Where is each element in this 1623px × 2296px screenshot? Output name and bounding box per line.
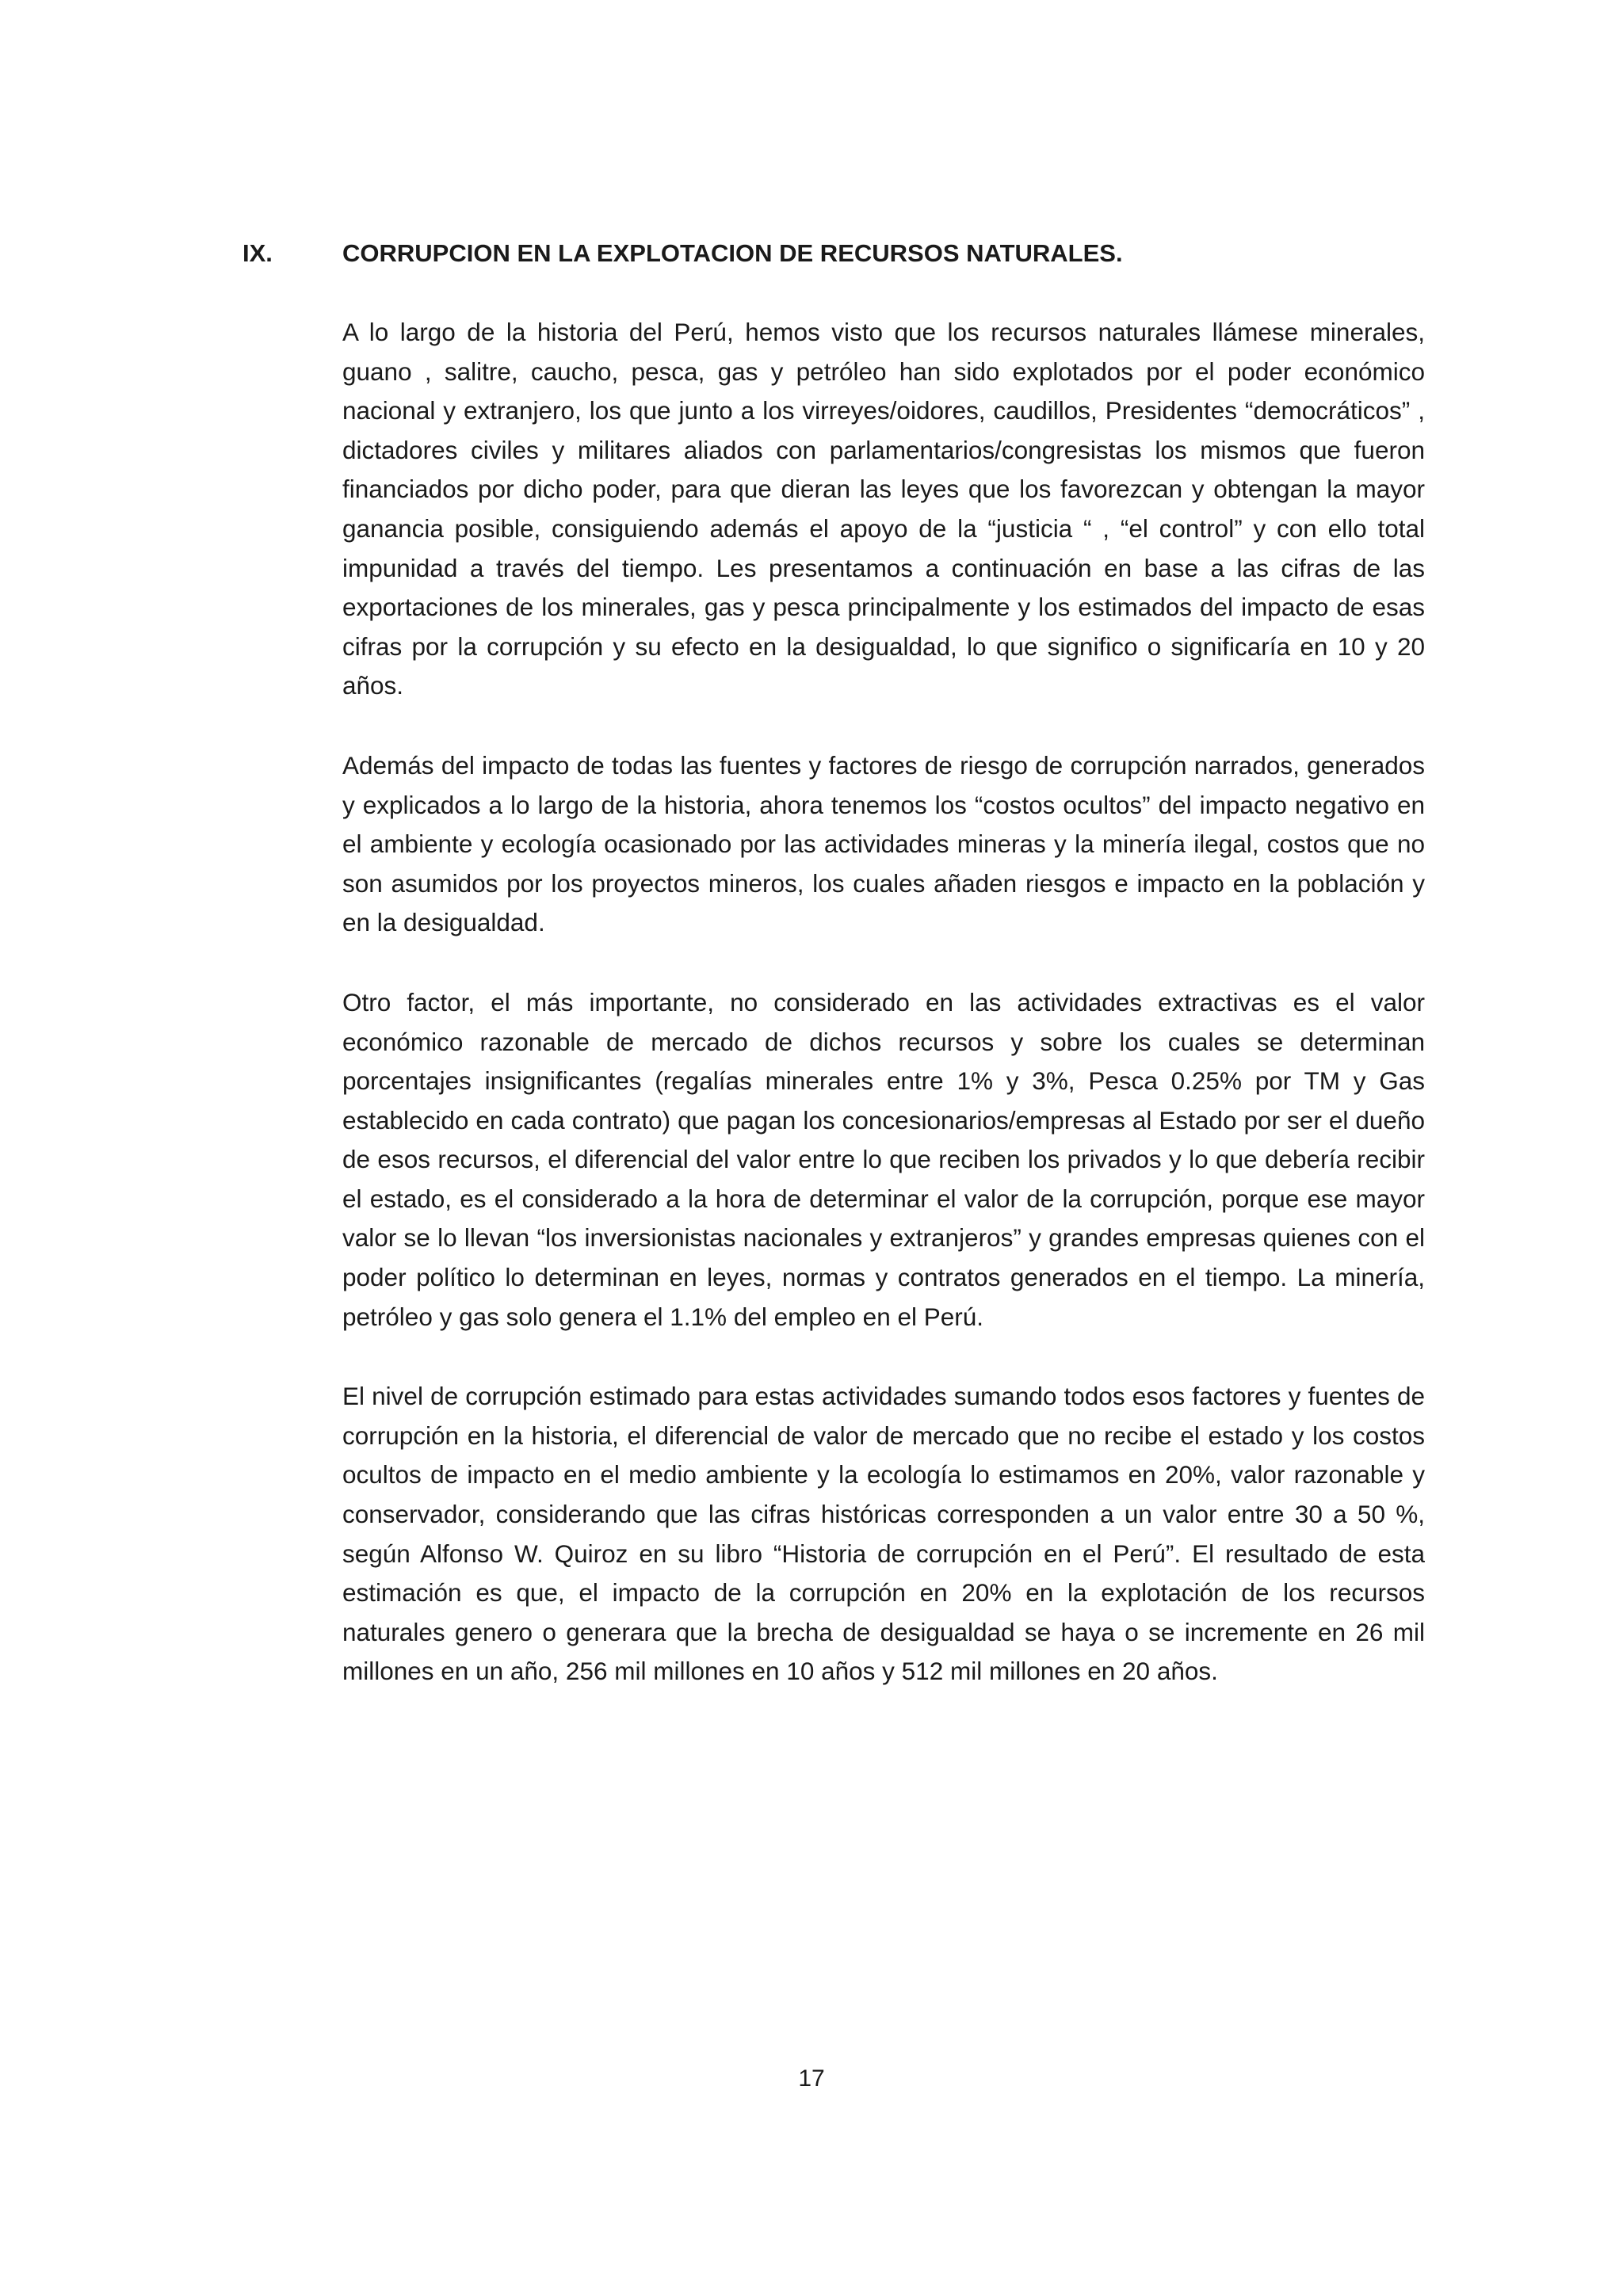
paragraph-4: El nivel de corrupción estimado para estas actividades sumando todos esos factores y fuentes de corrupción en la historia, el diferencial de valor de mercado que no recibe el estado y los costos ocultos de impacto en el medio ambiente y la ecología lo estimamos en 20%, valor razonable y conservador, considerando que las cifras históricas corresponden a un valor entre 30 a 50 %, según Alfonso W. Quiroz en su libro “Historia de corrupción en el Perú”. El resultado de esta estimación es que, el impacto de la corrupción en 20% en la explotación de los recursos naturales genero o generara que la brecha de desigualdad se haya o se incremente en 26 mil millones en un año, 256 mil millones en 10 años y 512 mil millones en 20 años. — [342, 1382, 1425, 1686]
section-body — [342, 313, 1425, 1732]
page-number: 17 — [798, 2065, 825, 2092]
paragraph-1: A lo largo de la historia del Perú, hemos visto que los recursos naturales llámese minerales, guano , salitre, caucho, pesca, gas y petróleo han sido explotados por el poder económico nacional y extranjero, los que junto a los virreyes/oidores, caudillos, Presidentes “democráticos” , dictadores civiles y militares aliados con parlamentarios/congresistas los mismos que fueron financiados por dicho poder, para que dieran las leyes que los favorezcan y obtengan la mayor ganancia posible, consiguiendo además el apoyo de la “justicia “ , “el control” y con ello total impunidad a través del tiempo. Les presentamos a continuación en base a las cifras de las exportaciones de los minerales, gas y pesca principalmente y los estimados del impacto de esas cifras por la corrupción y su efecto en la desigualdad, lo que significo o significaría en 10 y 20 años. — [342, 318, 1425, 700]
paragraph-2: Además del impacto de todas las fuentes y factores de riesgo de corrupción narrados, generados y explicados a lo largo de la historia, ahora tenemos los “costos ocultos” del impacto negativo en el ambiente y ecología ocasionado por las actividades mineras y la minería ilegal, costos que no son asumidos por los proyectos mineros, los cuales añaden riesgos e impacto en la población y en la desigualdad. — [342, 750, 1425, 937]
section-title: CORRUPCION EN LA EXPLOTACION DE RECURSOS NATURALES. — [342, 239, 1123, 267]
section-number: IX. — [242, 239, 273, 267]
paragraph-3: Otro factor, el más importante, no considerado en las actividades extractivas es el valor económico razonable de mercado de dichos recursos y sobre los cuales se determinan porcentajes insignificantes (regalías minerales entre 1% y 3%, Pesca 0.25% por TM y Gas establecido en cada contrato) que pagan los concesionarios/empresas al Estado por ser el dueño de esos recursos, el diferencial del valor entre lo que reciben los privados y lo que debería recibir el estado, es el considerado a la hora de determinar el valor de la corrupción, porque ese mayor valor se lo llevan “los inversionistas nacionales y extranjeros” y grandes empresas quienes con el poder político lo determinan en leyes, normas y contratos generados en el tiempo. La minería, petróleo y gas solo genera el 1.1% del empleo en el Perú. — [342, 987, 1425, 1331]
